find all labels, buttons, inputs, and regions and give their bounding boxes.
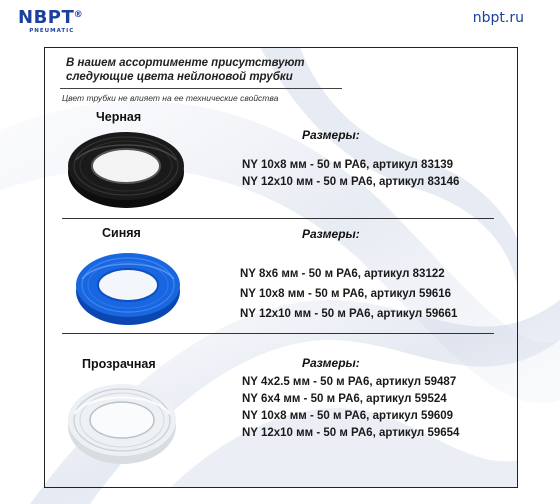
size-item: NY 10x8 мм - 50 м PA6, артикул 59616 [240,288,452,300]
intro-line-1: В нашем ассортименте присутствуют [66,57,305,69]
size-item: NY 6x4 мм - 50 м PA6, артикул 59524 [242,393,447,405]
sizes-heading-transparent: Размеры: [302,356,360,370]
size-item: NY 12x10 мм - 50 м PA6, артикул 59661 [240,308,458,320]
sizes-heading-black: Размеры: [302,128,360,142]
section-divider-1 [62,218,494,219]
size-item: NY 4x2.5 мм - 50 м PA6, артикул 59487 [242,376,457,388]
brand-logo [18,7,84,34]
registered-mark: ® [73,10,84,20]
sizes-heading-blue: Размеры: [302,227,360,241]
size-item: NY 12x10 мм - 50 м PA6, артикул 83146 [242,176,460,188]
section-title-blue: Синяя [102,226,141,240]
size-item: NY 12x10 мм - 50 м PA6, артикул 59654 [242,427,460,439]
section-title-transparent: Прозрачная [82,357,156,371]
section-title-black: Черная [96,110,142,124]
intro-underline [60,88,342,89]
intro-text [66,56,356,84]
size-item: NY 8x6 мм - 50 м PA6, артикул 83122 [240,268,445,280]
section-divider-2 [62,333,494,334]
blue-tube-coil-image [72,243,184,329]
transparent-tube-coil-image [64,372,180,468]
sizes-list-transparent [242,374,459,442]
black-tube-coil-image [62,122,190,214]
logo-text: NBPT [18,7,75,28]
intro-line-2: следующие цвета нейлоновой трубки [66,71,293,83]
size-item: NY 10x8 мм - 50 м PA6, артикул 83139 [242,159,454,171]
site-url[interactable]: nbpt.ru [472,10,524,26]
sizes-list-black [242,157,459,191]
size-item: NY 10x8 мм - 50 м PA6, артикул 59609 [242,410,454,422]
sizes-list-blue [240,264,457,324]
color-note: Цвет трубки не влияет на ее технические свойства [62,93,279,103]
logo-subtitle: PNEUMATIC [29,28,75,34]
